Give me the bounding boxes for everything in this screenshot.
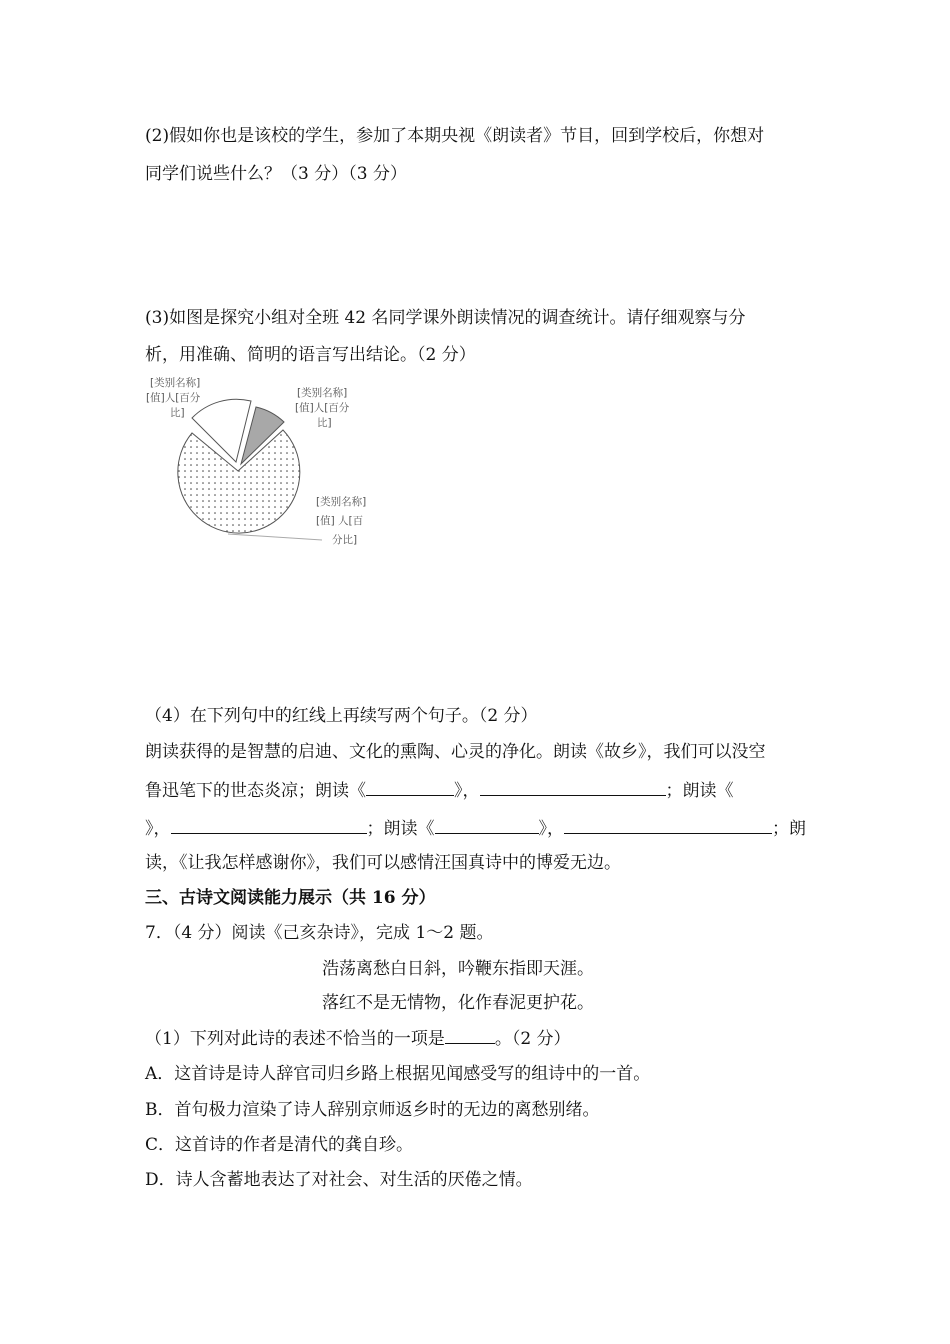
blank-answer[interactable]: [445, 1025, 495, 1044]
leader-line-large: [228, 534, 322, 540]
blank-book-1[interactable]: [366, 777, 454, 796]
q4-line-3-text-c: 》，: [538, 819, 564, 839]
label-large-line2: [值] 人[百: [316, 515, 364, 527]
q4-title: （4）在下列句中的红线上再续写两个句子。（2 分）: [145, 706, 538, 726]
label-large-line1: [类别名称]: [316, 496, 367, 508]
label-white-line1: [类别名称]: [150, 377, 201, 389]
section-3-title: 三、古诗文阅读能力展示（共 16 分）: [145, 888, 436, 908]
label-white-line3: 比]: [170, 407, 185, 419]
label-gray-line3: 比]: [317, 417, 332, 429]
label-gray-line1: [类别名称]: [297, 387, 348, 399]
blank-sentence-1[interactable]: [480, 777, 666, 796]
q4-line-2-text-b: 》，: [454, 781, 480, 801]
q4-line-3-text-b: ；朗读《: [366, 819, 435, 839]
q7-intro: 7．（4 分）阅读《己亥杂诗》，完成 1～2 题。: [145, 923, 494, 943]
label-gray-line2: [值]人[百分: [295, 402, 350, 414]
blank-book-2[interactable]: [435, 815, 539, 834]
pie-chart: [140, 372, 390, 552]
option-a: A．这首诗是诗人辞官司归乡路上根据见闻感受写的组诗中的一首。: [145, 1064, 651, 1084]
option-c: C．这首诗的作者是清代的龚自珍。: [145, 1135, 414, 1155]
poem-line-2: 落红不是无情物，化作春泥更护花。: [322, 993, 594, 1013]
q4-line-2-text-a: 鲁迅笔下的世态炎凉；朗读《: [145, 781, 366, 801]
blank-sentence-3[interactable]: [564, 815, 772, 834]
q7-sub1-text-a: （1）下列对此诗的表述不恰当的一项是: [145, 1029, 445, 1049]
q4-line-3-text-d: ；朗: [772, 819, 806, 839]
q4-line-4: 读，《让我怎样感谢你》，我们可以感情汪国真诗中的博爱无边。: [145, 853, 621, 873]
label-white-line2: [值]人[百分: [146, 392, 201, 404]
q3-line-2: 析，用准确、简明的语言写出结论。（2 分）: [145, 345, 476, 365]
q2-line-1: (2)假如你也是该校的学生，参加了本期央视《朗读者》节目，回到学校后，你想对: [145, 126, 765, 146]
label-large-line3: 分比]: [332, 534, 358, 546]
q3-line-1: (3)如图是探究小组对全班 42 名同学课外朗读情况的调查统计。请仔细观察与分: [145, 308, 746, 328]
option-b: B．首句极力渲染了诗人辞别京师返乡时的无边的离愁别绪。: [145, 1100, 600, 1120]
blank-sentence-2[interactable]: [171, 815, 367, 834]
q4-line-3: [145, 815, 806, 841]
q7-sub1: [145, 1025, 571, 1051]
q4-line-3-text-a: 》，: [145, 819, 171, 839]
q2-line-2: 同学们说些什么？（3 分）（3 分）: [145, 164, 407, 184]
q7-sub1-text-b: 。（2 分）: [494, 1029, 571, 1049]
q4-line-1: 朗读获得的是智慧的启迪、文化的熏陶、心灵的净化。朗读《故乡》，我们可以没空: [145, 742, 766, 762]
q4-line-2-text-c: ；朗读《: [665, 781, 734, 801]
q4-line-2: [145, 777, 734, 803]
option-d: D．诗人含蓄地表达了对社会、对生活的厌倦之情。: [145, 1170, 533, 1190]
poem-line-1: 浩荡离愁白日斜，吟鞭东指即天涯。: [322, 959, 594, 979]
